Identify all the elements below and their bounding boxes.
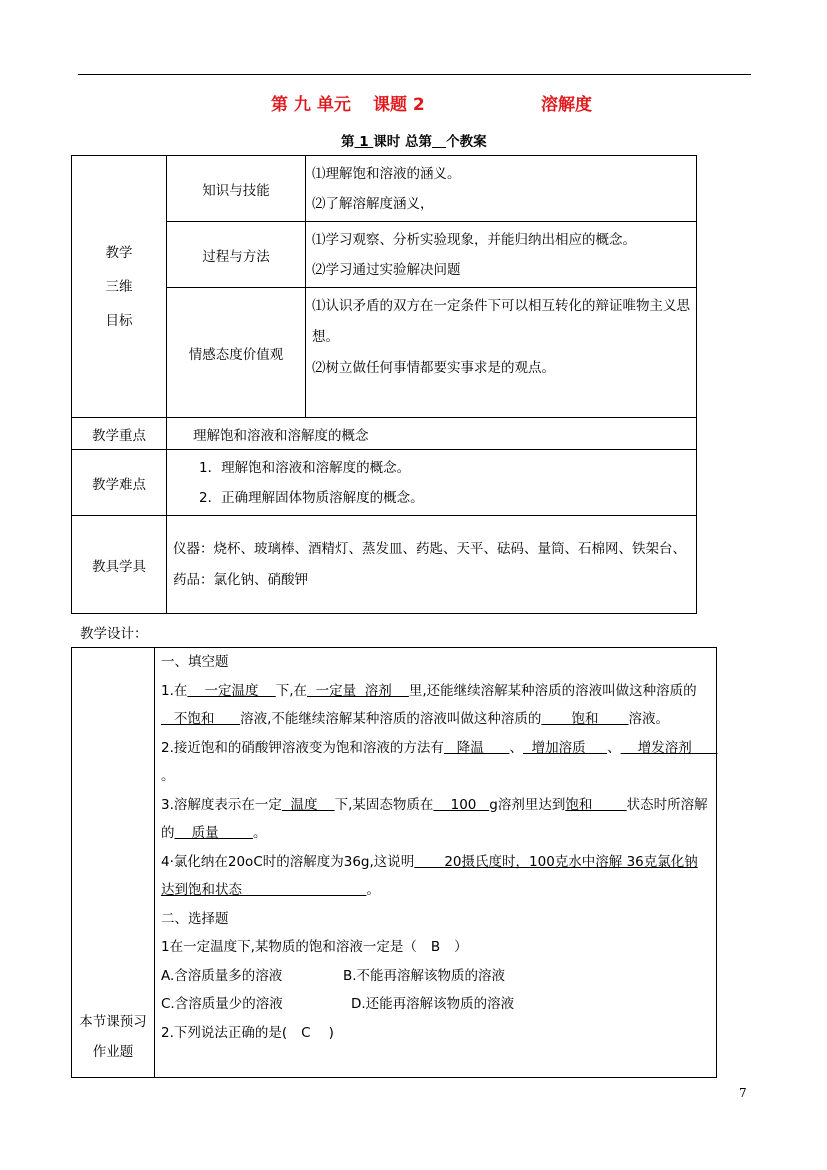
difficulties-content: 1．理解饱和溶液和溶解度的概念。 2．正确理解固体物质溶解度的概念。 — [167, 450, 697, 516]
choice-question-2: 2.下列说法正确的是( C ) — [161, 1024, 334, 1041]
preview-content — [155, 648, 717, 1078]
header-rule — [78, 74, 751, 75]
preview-homework-table — [71, 647, 717, 1078]
equipment-reagents: 药品：氯化钠、硝酸钾 — [173, 571, 308, 588]
title-subject: 溶解度 — [541, 95, 592, 115]
choice-question-1: 1在一定温度下,某物质的饱和溶液一定是（ B ） — [161, 939, 468, 955]
question-4: 4·氯化纳在20oC时的溶解度为36g,这说明 20摄氏度时，100克水中溶解 36克氯化钠达到饱和状态 。 — [161, 853, 698, 898]
preview-label: 本节课预习作业题 — [72, 648, 155, 1078]
equipment-instruments: 仪器：烧杯、玻璃棒、酒精灯、蒸发皿、药匙、天平、砝码、量筒、石棉网、铁架台、 — [173, 540, 686, 557]
teaching-goals-table — [71, 155, 697, 614]
question-1: 1.在 一定温度 下,在 一定量 溶剂 里,还能继续溶解某种溶质的溶液叫做这种溶质的 不饱和 溶液,不能继续溶解某种溶质的溶液叫做这种溶质的 饱和 溶液。 — [161, 682, 697, 727]
difficulties-label: 教学难点 — [72, 450, 167, 516]
section-choice: 二、选择题 — [161, 910, 229, 927]
key-points-label: 教学重点 — [72, 418, 167, 450]
title-topic: 课题 2 — [373, 95, 425, 115]
choice-options-row-1: A.含溶质量多的溶液 B.不能再溶解该物质的溶液 — [161, 967, 506, 984]
goals-label: 教学 三维 目标 — [72, 156, 167, 418]
section-fill-blank: 一、填空题 — [161, 654, 229, 670]
lesson-number: 1 — [354, 134, 374, 150]
equipment-label: 教具学具 — [72, 516, 167, 614]
goal-attitude-content: ⑴认识矛盾的双方在一定条件下可以相互转化的辩证唯物主义思想。 ⑵树立做任何事情都要实事求是的观点。 — [306, 288, 697, 418]
question-3: 3.溶解度表示在一定 温度 下,某固态物质在 100 g溶剂里达到饱和 状态时所溶解的 质量 。 — [161, 796, 708, 841]
key-points-content: 理解饱和溶液和溶解度的概念 — [167, 418, 697, 450]
goal-process-content: ⑴学习观察、分析实验现象，并能归纳出相应的概念。 ⑵学习通过实验解决问题 — [306, 222, 697, 288]
design-label: 教学设计： — [80, 626, 148, 642]
choice-options-row-2: C.含溶质量少的溶液 D.还能再溶解该物质的溶液 — [161, 996, 515, 1012]
goal-knowledge-content: ⑴理解饱和溶液的涵义。 ⑵了解溶解度涵义， — [306, 156, 697, 222]
goal-knowledge-label: 知识与技能 — [167, 156, 306, 222]
goal-attitude-label: 情感态度价值观 — [167, 288, 306, 418]
lesson-subtitle: 第 1 课时 总第 个教案 — [341, 134, 487, 150]
equipment-content — [167, 516, 697, 614]
goal-process-label: 过程与方法 — [167, 222, 306, 288]
page-number: 7 — [739, 1086, 747, 1100]
title-unit: 第 九 单元 — [271, 95, 351, 115]
lesson-total-blank — [432, 134, 446, 150]
question-2: 2.接近饱和的硝酸钾溶液变为饱和溶液的方法有 降温 、 增加溶质 、 增发溶剂 。 — [161, 739, 718, 784]
